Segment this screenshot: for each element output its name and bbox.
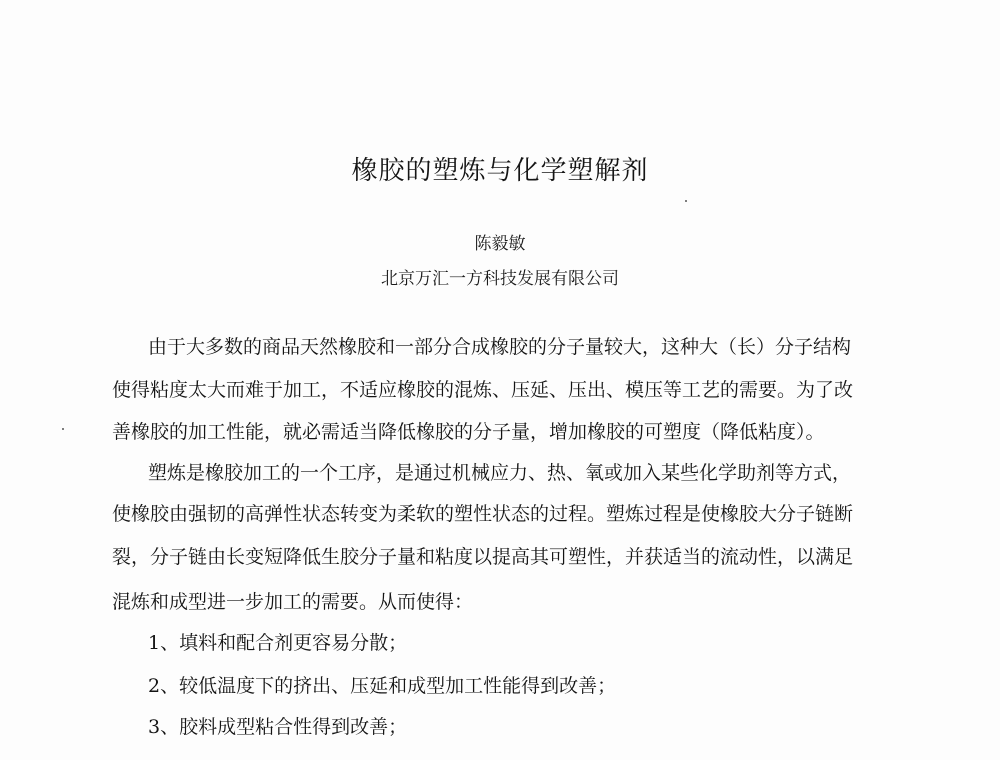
list-item-1: 1、填料和配合剂更容易分散； xyxy=(148,632,408,654)
list-item-2: 2、较低温度下的挤出、压延和成型加工性能得到改善； xyxy=(148,675,617,697)
scan-speck xyxy=(62,428,64,430)
paragraph-1-line-3: 善橡胶的加工性能，就必需适当降低橡胶的分子量，增加橡胶的可塑度（降低粘度）。 xyxy=(112,421,825,443)
paragraph-2-line-1: 塑炼是橡胶加工的一个工序，是通过机械应力、热、氧或加入某些化学助剂等方式， xyxy=(148,462,852,484)
paragraph-1-line-1: 由于大多数的商品天然橡胶和一部分合成橡胶的分子量较大，这种大（长）分子结构 xyxy=(148,336,852,358)
paragraph-2-line-3: 裂，分子链由长变短降低生胶分子量和粘度以提高其可塑性，并获适当的流动性，以满足 xyxy=(112,546,854,568)
author-name: 陈毅敏 xyxy=(474,234,526,254)
scan-speck xyxy=(685,200,687,202)
paragraph-1-line-2: 使得粘度太大而难于加工，不适应橡胶的混炼、压延、压出、模压等工艺的需要。为了改 xyxy=(112,379,854,401)
document-title: 橡胶的塑炼与化学塑解剂 xyxy=(351,156,649,186)
list-item-3: 3、胶料成型粘合性得到改善； xyxy=(148,716,408,738)
paragraph-2-line-2: 使橡胶由强韧的高弹性状态转变为柔软的塑性状态的过程。塑炼过程是使橡胶大分子链断 xyxy=(112,503,854,525)
paragraph-2-line-4: 混炼和成型进一步加工的需要。从而使得： xyxy=(112,591,474,613)
author-affiliation: 北京万汇一方科技发展有限公司 xyxy=(381,269,619,289)
